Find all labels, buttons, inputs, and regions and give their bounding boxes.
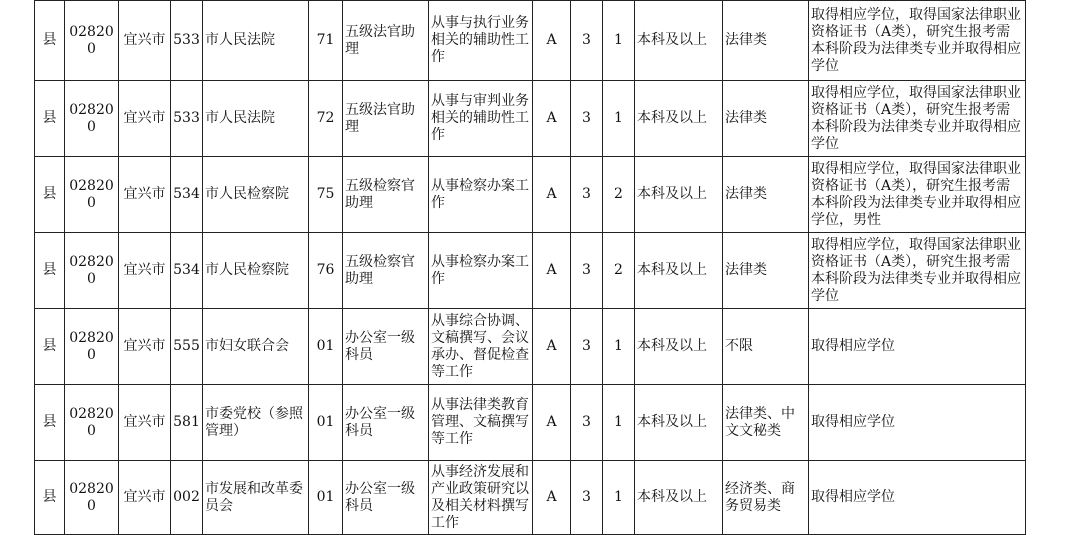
education-cell: 本科及以上 [635,461,723,535]
count-cell: 1 [603,1,635,81]
city-cell: 宜兴市 [119,233,171,309]
education-cell: 本科及以上 [635,1,723,81]
unit-code-cell: 533 [171,1,203,81]
position-code-cell: 01 [309,461,343,535]
code-cell: 028200 [65,309,119,385]
category-cell: A [533,309,571,385]
unit-cell: 市妇女联合会 [203,309,309,385]
unit-cell: 市人民检察院 [203,233,309,309]
table-row [35,157,1026,233]
city-cell: 宜兴市 [119,385,171,461]
requirement-cell: 取得相应学位，取得国家法律职业资格证书（A类），研究生报考需本科阶段为法律类专业并取得相应学位，男性 [809,157,1026,233]
requirement-cell: 取得相应学位，取得国家法律职业资格证书（A类），研究生报考需本科阶段为法律类专业并取得相应学位 [809,1,1026,81]
table-row [35,81,1026,157]
education-cell: 本科及以上 [635,309,723,385]
count-cell: 1 [603,81,635,157]
table-row [35,1,1026,81]
ratio-cell: 3 [571,233,603,309]
unit-code-cell: 581 [171,385,203,461]
position-cell: 办公室一级科员 [343,461,429,535]
position-code-cell: 01 [309,385,343,461]
unit-cell: 市发展和改革委员会 [203,461,309,535]
duties-cell: 从事综合协调、文稿撰写、会议承办、督促检查等工作 [429,309,533,385]
major-cell: 法律类 [723,157,809,233]
education-cell: 本科及以上 [635,157,723,233]
position-code-cell: 71 [309,1,343,81]
position-code-cell: 76 [309,233,343,309]
unit-code-cell: 555 [171,309,203,385]
requirement-cell: 取得相应学位 [809,461,1026,535]
level-cell: 县 [35,81,65,157]
unit-cell: 市人民检察院 [203,157,309,233]
ratio-cell: 3 [571,81,603,157]
category-cell: A [533,157,571,233]
table-row [35,385,1026,461]
unit-code-cell: 534 [171,157,203,233]
code-cell: 028200 [65,461,119,535]
duties-cell: 从事经济发展和产业政策研究以及相关材料撰写工作 [429,461,533,535]
job-listing-table [34,0,1026,535]
major-cell: 法律类 [723,1,809,81]
level-cell: 县 [35,1,65,81]
education-cell: 本科及以上 [635,81,723,157]
requirement-cell: 取得相应学位 [809,309,1026,385]
city-cell: 宜兴市 [119,309,171,385]
requirement-cell: 取得相应学位，取得国家法律职业资格证书（A类），研究生报考需本科阶段为法律类专业并取得相应学位 [809,81,1026,157]
position-code-cell: 01 [309,309,343,385]
count-cell: 1 [603,385,635,461]
category-cell: A [533,233,571,309]
major-cell: 经济类、商务贸易类 [723,461,809,535]
level-cell: 县 [35,233,65,309]
major-cell: 法律类 [723,233,809,309]
city-cell: 宜兴市 [119,81,171,157]
count-cell: 1 [603,309,635,385]
table-row [35,461,1026,535]
position-cell: 办公室一级科员 [343,309,429,385]
category-cell: A [533,461,571,535]
duties-cell: 从事检察办案工作 [429,157,533,233]
city-cell: 宜兴市 [119,1,171,81]
duties-cell: 从事检察办案工作 [429,233,533,309]
code-cell: 028200 [65,385,119,461]
position-code-cell: 75 [309,157,343,233]
requirement-cell: 取得相应学位 [809,385,1026,461]
count-cell: 2 [603,233,635,309]
position-cell: 五级法官助理 [343,81,429,157]
education-cell: 本科及以上 [635,385,723,461]
code-cell: 028200 [65,1,119,81]
city-cell: 宜兴市 [119,461,171,535]
count-cell: 2 [603,157,635,233]
major-cell: 法律类 [723,81,809,157]
code-cell: 028200 [65,233,119,309]
unit-code-cell: 534 [171,233,203,309]
unit-code-cell: 533 [171,81,203,157]
ratio-cell: 3 [571,157,603,233]
ratio-cell: 3 [571,309,603,385]
major-cell: 不限 [723,309,809,385]
position-cell: 五级法官助理 [343,1,429,81]
unit-cell: 市人民法院 [203,1,309,81]
position-cell: 办公室一级科员 [343,385,429,461]
unit-cell: 市委党校（参照管理） [203,385,309,461]
category-cell: A [533,1,571,81]
unit-code-cell: 002 [171,461,203,535]
city-cell: 宜兴市 [119,157,171,233]
level-cell: 县 [35,385,65,461]
education-cell: 本科及以上 [635,233,723,309]
code-cell: 028200 [65,157,119,233]
count-cell: 1 [603,461,635,535]
category-cell: A [533,385,571,461]
table-row [35,233,1026,309]
position-cell: 五级检察官助理 [343,157,429,233]
requirement-cell: 取得相应学位，取得国家法律职业资格证书（A类），研究生报考需本科阶段为法律类专业并取得相应学位 [809,233,1026,309]
ratio-cell: 3 [571,461,603,535]
duties-cell: 从事与审判业务相关的辅助性工作 [429,81,533,157]
level-cell: 县 [35,309,65,385]
ratio-cell: 3 [571,385,603,461]
position-cell: 五级检察官助理 [343,233,429,309]
unit-cell: 市人民法院 [203,81,309,157]
category-cell: A [533,81,571,157]
position-code-cell: 72 [309,81,343,157]
level-cell: 县 [35,157,65,233]
major-cell: 法律类、中文文秘类 [723,385,809,461]
duties-cell: 从事与执行业务相关的辅助性工作 [429,1,533,81]
level-cell: 县 [35,461,65,535]
duties-cell: 从事法律类教育管理、文稿撰写等工作 [429,385,533,461]
code-cell: 028200 [65,81,119,157]
table-row [35,309,1026,385]
table-body [35,1,1026,535]
ratio-cell: 3 [571,1,603,81]
